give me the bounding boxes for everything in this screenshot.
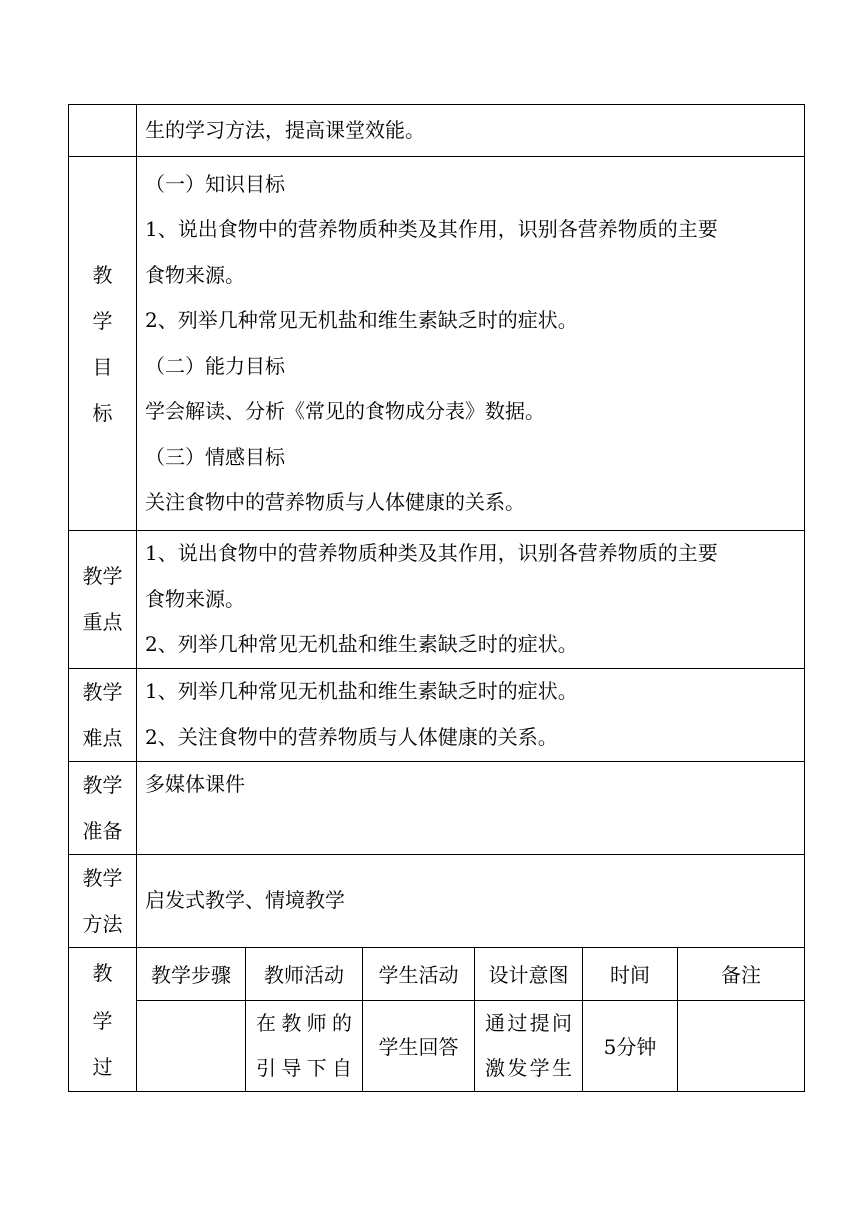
process-row <box>69 1000 805 1091</box>
continuation-text: 生的学习方法，提高课堂效能。 <box>137 105 805 157</box>
objective-line: 2、列举几种常见无机盐和维生素缺乏时的症状。 <box>145 308 578 332</box>
header-step: 教学步骤 <box>137 947 246 1000</box>
process-step <box>137 1000 246 1091</box>
objective-line: 关注食物中的营养物质与人体健康的关系。 <box>145 490 525 514</box>
header-intent: 设计意图 <box>475 947 583 1000</box>
objectives-row <box>69 157 805 531</box>
process-teacher-activity: 在教师的 引导下自 <box>246 1000 363 1091</box>
process-label: 教 学 过 <box>69 947 137 1091</box>
difficulties-label: 教学 难点 <box>69 668 137 761</box>
continuation-row <box>69 105 805 157</box>
process-header-row <box>69 947 805 1000</box>
key-points-content <box>137 531 805 669</box>
objective-line: 食物来源。 <box>145 262 245 287</box>
objective-line: （二）能力目标 <box>145 353 285 378</box>
continuation-label <box>69 105 137 157</box>
objective-line: 1、说出食物中的营养物质种类及其作用，识别各营养物质的主要 <box>145 217 718 241</box>
process-design-intent: 通过提问 激发学生 <box>475 1000 583 1091</box>
difficulty-line: 2、关注食物中的营养物质与人体健康的关系。 <box>145 724 558 749</box>
preparation-label: 教学 准备 <box>69 761 137 854</box>
methods-row <box>69 854 805 947</box>
key-point-line: 2、列举几种常见无机盐和维生素缺乏时的症状。 <box>145 632 578 656</box>
header-student: 学生活动 <box>363 947 475 1000</box>
lesson-plan-table <box>68 104 804 1092</box>
objectives-content <box>137 157 805 531</box>
preparation-row <box>69 761 805 854</box>
objective-line: （三）情感目标 <box>145 444 285 469</box>
process-note <box>678 1000 805 1091</box>
methods-label: 教学 方法 <box>69 854 137 947</box>
preparation-content: 多媒体课件 <box>137 761 805 854</box>
objective-line: 学会解读、分析《常见的食物成分表》数据。 <box>145 399 545 423</box>
process-student-activity: 学生回答 <box>363 1000 475 1091</box>
header-teacher: 教师活动 <box>246 947 363 1000</box>
key-point-line: 食物来源。 <box>145 586 245 611</box>
key-points-label: 教学 重点 <box>69 531 137 669</box>
objective-line: （一）知识目标 <box>145 171 285 196</box>
difficulties-content <box>137 668 805 761</box>
objectives-label: 教 学 目 标 <box>69 157 137 531</box>
process-time: 5分钟 <box>583 1000 678 1091</box>
key-points-row <box>69 531 805 669</box>
difficulty-line: 1、列举几种常见无机盐和维生素缺乏时的症状。 <box>145 679 578 703</box>
header-note: 备注 <box>678 947 805 1000</box>
methods-content: 启发式教学、情境教学 <box>137 854 805 947</box>
difficulties-row <box>69 668 805 761</box>
header-time: 时间 <box>583 947 678 1000</box>
key-point-line: 1、说出食物中的营养物质种类及其作用，识别各营养物质的主要 <box>145 541 718 565</box>
